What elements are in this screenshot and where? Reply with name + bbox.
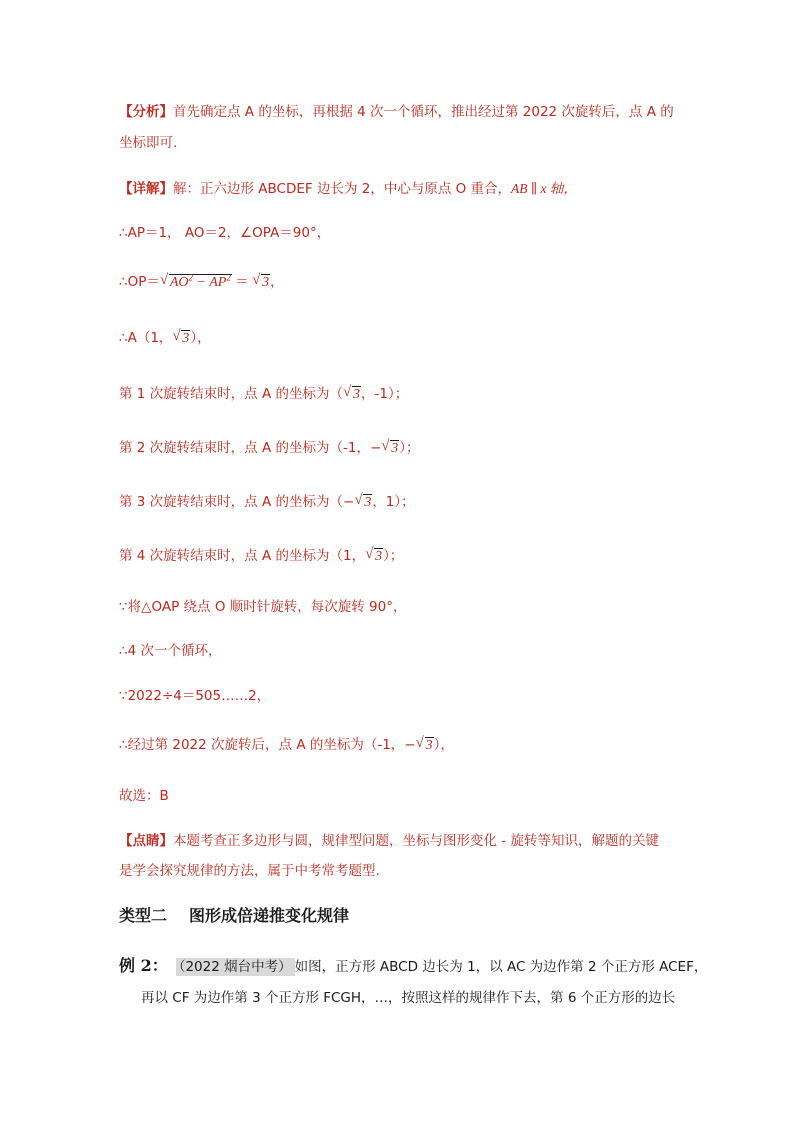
sqrt-expression: √ $AO^2 - AP^2$ bbox=[159, 272, 231, 290]
detail-intro bbox=[119, 179, 689, 199]
final-suffix: ）， bbox=[433, 737, 454, 753]
equals-sign: ＝ bbox=[231, 274, 253, 289]
comment-text-1: 本题考查正多边形与圆，规律型问题，坐标与图形变化 - 旋转等知识，解题的关键 bbox=[173, 833, 659, 849]
analysis-text-1: 首先确定点 A 的坐标，再根据 4 次一个循环，推出经过第 2022 次旋转后，点 A 的 bbox=[173, 104, 674, 120]
rot1-prefix: 第 1 次旋转结束时，点 A 的坐标为（ bbox=[119, 386, 343, 402]
rad-exp-2: 2 bbox=[226, 272, 231, 283]
rotation-4 bbox=[119, 546, 689, 567]
step2-prefix: ∴OP＝ bbox=[119, 274, 160, 290]
detail-intro-text-2: AB ∥ x 轴， bbox=[511, 181, 577, 196]
final-result bbox=[119, 735, 689, 756]
section-title: 图形成倍递推变化规律 bbox=[189, 906, 350, 925]
rot3-prefix: 第 3 次旋转结束时，点 A 的坐标为（− bbox=[119, 494, 355, 510]
example-line-1 bbox=[119, 956, 707, 977]
step3-suffix: ）， bbox=[190, 330, 211, 346]
sqrt-3: √ 3 bbox=[343, 384, 360, 402]
section-type-label: 类型二 bbox=[119, 906, 168, 925]
rad-exp-1: 2 bbox=[188, 272, 194, 283]
detail-intro-text: 解：正六边形 ABCDEF 边长为 2，中心与原点 O 重合， bbox=[173, 181, 512, 197]
detail-step-3 bbox=[119, 328, 689, 349]
example-label: 例 2： bbox=[119, 956, 168, 975]
because-2: ∵2022÷4＝505……2， bbox=[119, 688, 271, 704]
rot4-prefix: 第 4 次旋转结束时，点 A 的坐标为（1， bbox=[119, 548, 366, 564]
answer: 故选：B bbox=[119, 788, 169, 804]
comment-line-1 bbox=[119, 831, 689, 851]
detail-tag: 【详解】 bbox=[119, 181, 173, 197]
rot2-prefix: 第 2 次旋转结束时，点 A 的坐标为（-1，− bbox=[119, 440, 382, 456]
because-1: ∵将△OAP 绕点 O 顺时针旋转，每次旋转 90°， bbox=[119, 599, 407, 615]
rad-term-ap: − AP bbox=[193, 275, 227, 290]
rot3-suffix: ，1）； bbox=[372, 494, 415, 510]
detail-step-1: ∴AP＝1， AO＝2，∠OPA＝90°， bbox=[119, 225, 331, 241]
analysis-line-2: 坐标即可. bbox=[119, 135, 178, 151]
rot4-suffix: ）； bbox=[383, 548, 404, 564]
detail-step-2 bbox=[119, 272, 689, 293]
sqrt-3: √ 3 bbox=[354, 492, 372, 510]
step3-prefix: ∴A（1， bbox=[119, 330, 173, 346]
final-prefix: ∴经过第 2022 次旋转后，点 A 的坐标为（-1，− bbox=[119, 737, 416, 753]
example-line-2: 再以 CF 为边作第 3 个正方形 FCGH，…，按照这样的规律作下去，第 6 个正方形的边长 bbox=[141, 990, 676, 1006]
analysis-tag: 【分析】 bbox=[119, 104, 173, 120]
sqrt-3: √ 3 bbox=[381, 438, 399, 456]
step2-suffix: ， bbox=[270, 274, 284, 290]
sqrt-3: √ 3 bbox=[365, 546, 383, 564]
rotation-3 bbox=[119, 492, 689, 513]
rot1-suffix: ，-1）； bbox=[361, 386, 409, 402]
rot2-suffix: ）； bbox=[399, 440, 420, 456]
rotation-2 bbox=[119, 438, 689, 459]
analysis-line-1 bbox=[119, 102, 689, 122]
sqrt-3: √ 3 bbox=[252, 272, 270, 290]
comment-tag: 【点睛】 bbox=[119, 833, 173, 849]
rotation-1 bbox=[119, 384, 689, 405]
section-heading bbox=[119, 903, 349, 926]
sqrt-3: √ 3 bbox=[172, 328, 190, 346]
therefore-1: ∴4 次一个循环， bbox=[119, 643, 222, 659]
example-text-1: 如图，正方形 ABCD 边长为 1，以 AC 为边作第 2 个正方形 ACEF， bbox=[294, 959, 708, 975]
example-source-tag: （2022 烟台中考） bbox=[176, 958, 295, 976]
comment-line-2: 是学会探究规律的方法，属于中考常考题型. bbox=[119, 863, 380, 879]
rad-term-ao: AO bbox=[169, 275, 189, 290]
sqrt-3: √ 3 bbox=[415, 735, 433, 753]
